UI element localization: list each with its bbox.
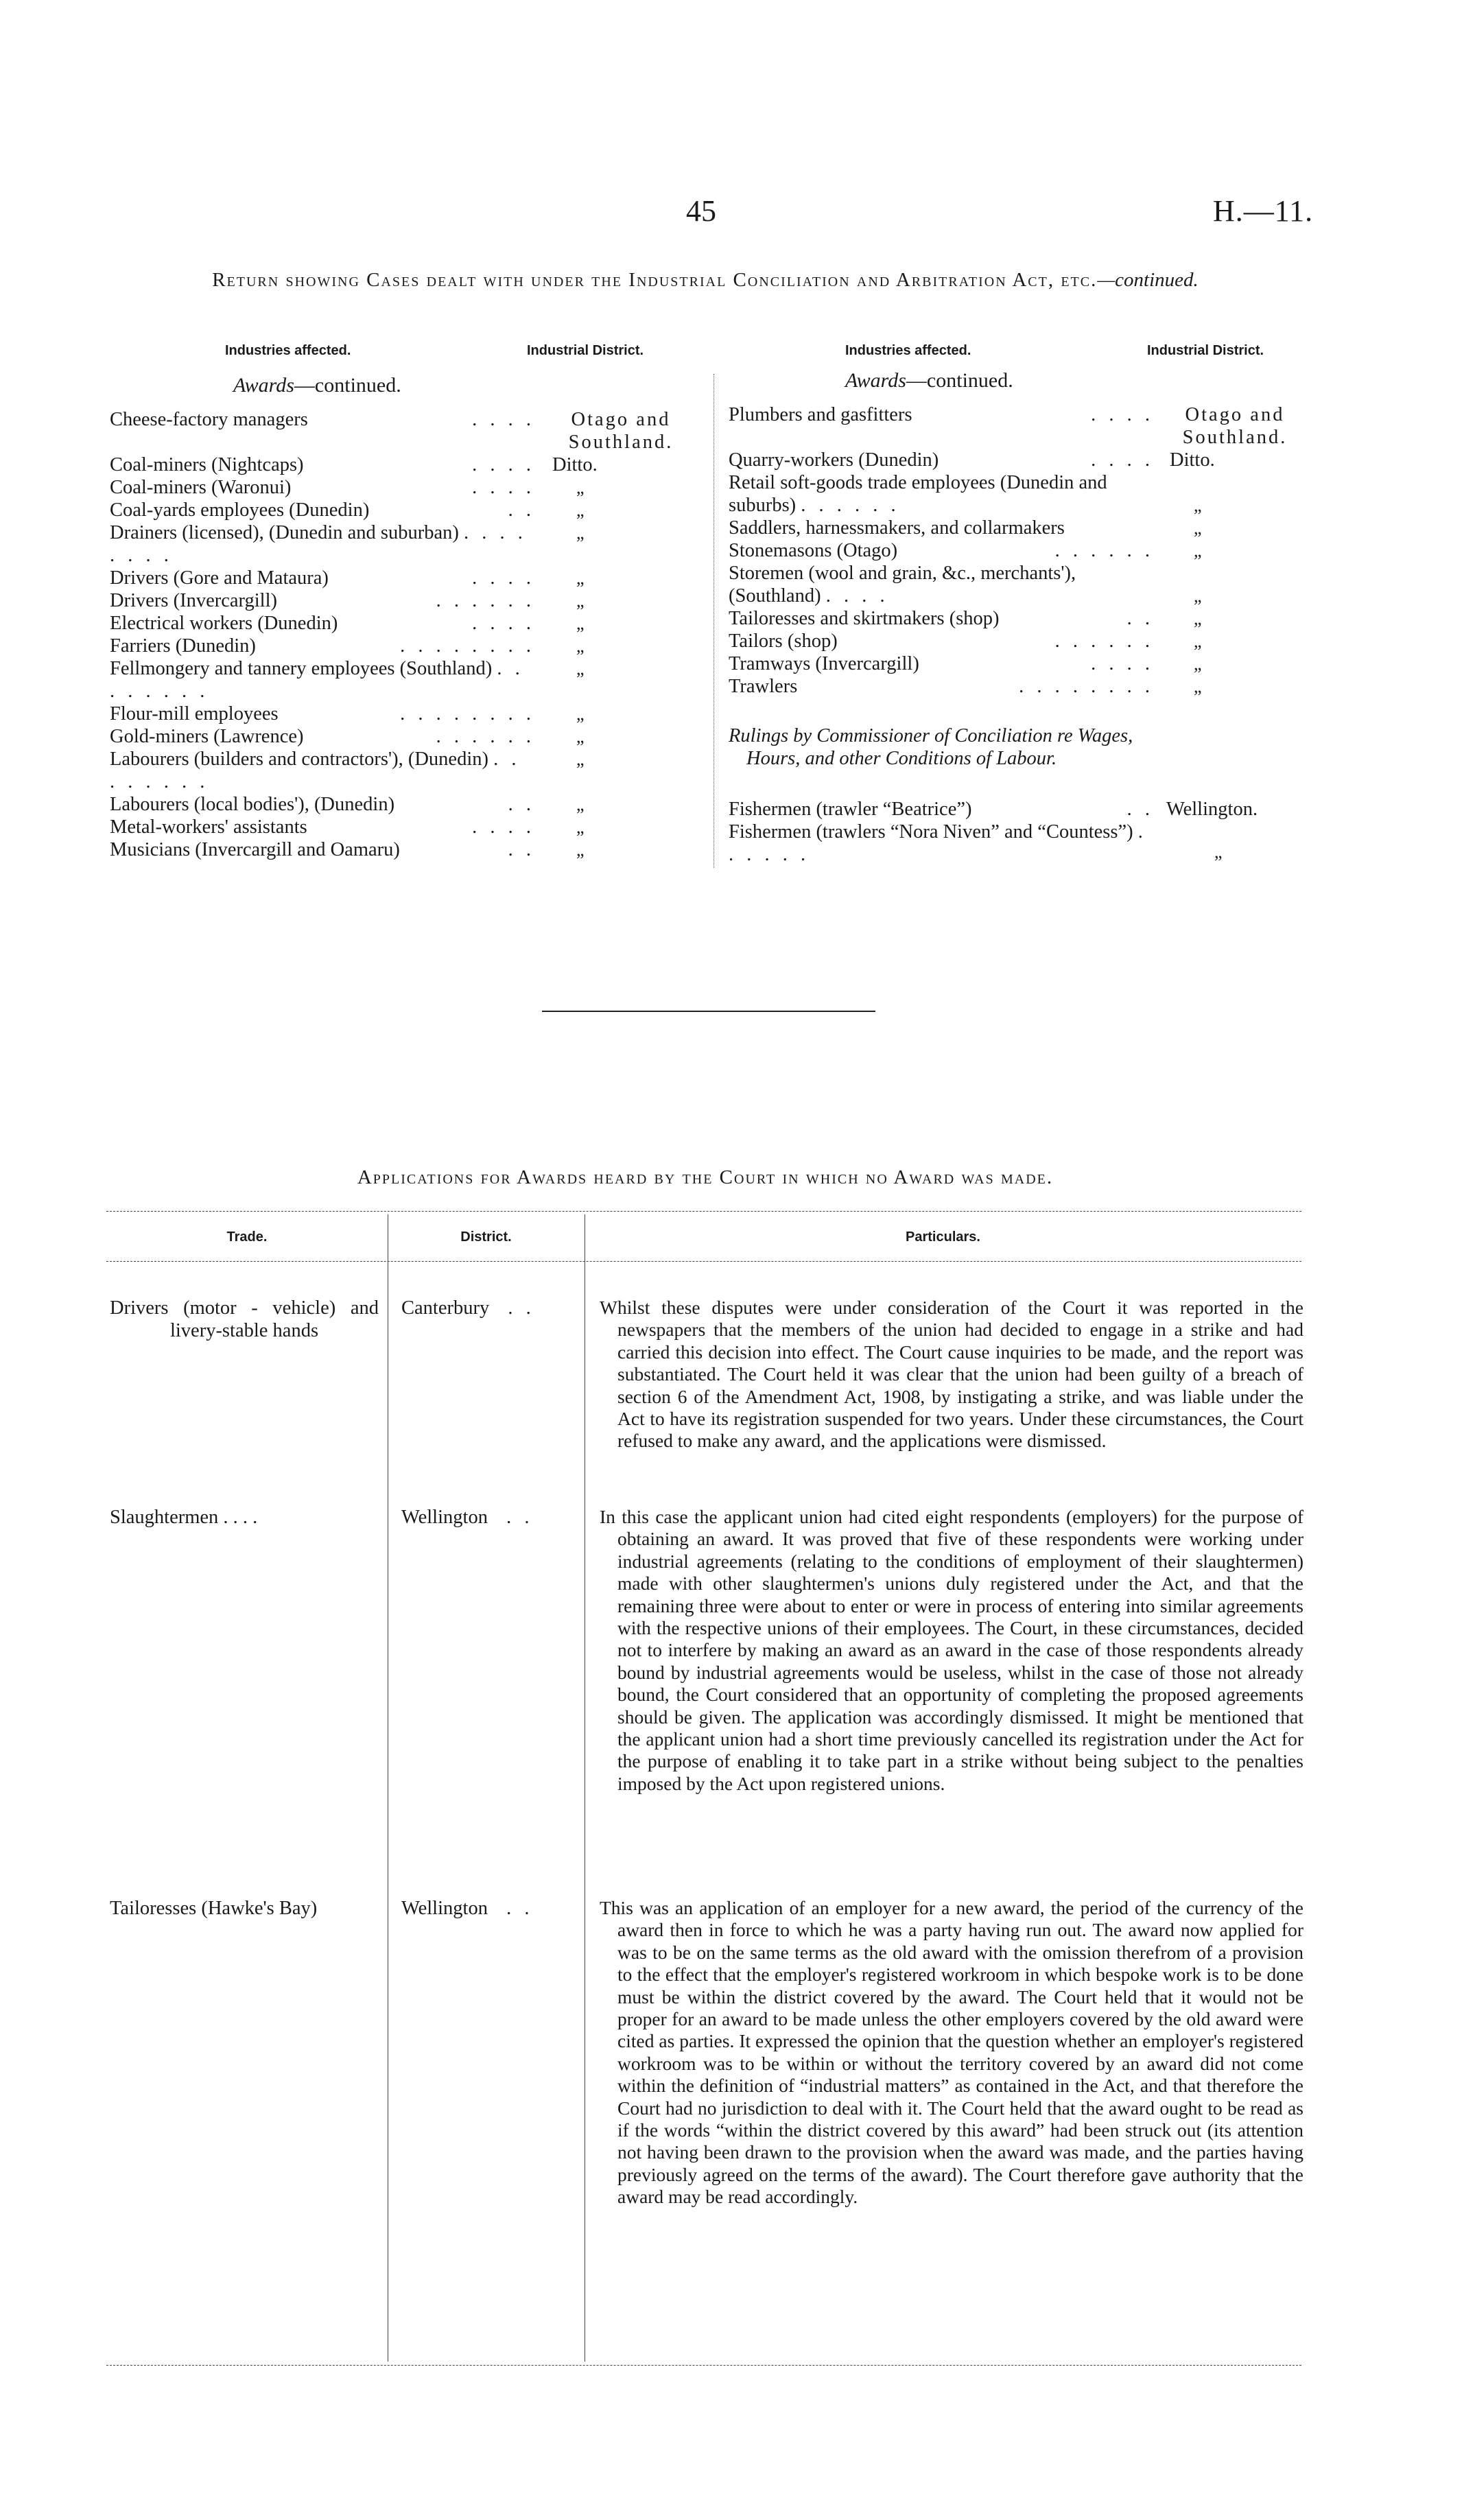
return-title-continued: —continued. (1097, 269, 1199, 291)
list-item: Storemen (wool and grain, &c., merchants'), (Southland) . . . . (729, 563, 1076, 607)
table-top-rule (106, 1211, 1301, 1212)
left-subheading-continued: —continued. (294, 374, 401, 397)
district-value: „ (576, 749, 585, 769)
col-header-district: District. (460, 1229, 512, 1245)
row-trade: Slaughtermen . . . . (110, 1507, 258, 1528)
left-district-list (549, 408, 693, 861)
list-item: Fellmongery and tannery employees (Southland) . . . . . . . . (110, 658, 524, 702)
right-industry-list (729, 403, 1154, 698)
page-number: 45 (686, 194, 716, 228)
list-item: Drivers (Gore and Mataura) . . . . (110, 567, 535, 589)
col-header-particulars: Particulars. (906, 1229, 980, 1245)
left-industry-list (110, 408, 535, 861)
col-header-trade: Trade. (226, 1229, 268, 1245)
list-item: Plumbers and gasfitters . . . . (729, 404, 1154, 425)
district-value: „ (1194, 609, 1202, 628)
document-reference: H.—11. (1213, 194, 1314, 228)
list-item: Tailoresses and skirtmakers (shop) . . (729, 608, 1154, 629)
list-item: Farriers (Dunedin) . . . . . . . . (110, 635, 535, 657)
ruling-district: Wellington. (1166, 799, 1258, 820)
district-value: „ (576, 478, 585, 497)
table-bottom-rule (106, 2365, 1301, 2366)
district-value: Ditto. (1170, 449, 1215, 471)
list-item: Coal-miners (Nightcaps) . . . . (110, 454, 535, 475)
district-value: „ (1194, 586, 1202, 606)
list-item: Musicians (Invercargill and Oamaru) . . (110, 839, 535, 860)
row-trade: Tailoresses (Hawke's Bay) (110, 1898, 318, 1919)
list-item: Trawlers . . . . . . . . (729, 676, 1154, 697)
list-item: Electrical workers (Dunedin) . . . . (110, 613, 535, 634)
district-value: „ (1194, 654, 1202, 674)
district-value: Otago and Southland. (1182, 404, 1288, 448)
left-col-header-industries: Industries affected. (225, 343, 351, 358)
left-subheading-word: Awards (233, 374, 294, 397)
return-title-main: Return showing Cases dealt with under the Industrial Conciliation and Arbitration Act, etc. (212, 269, 1098, 291)
section-divider (542, 1011, 875, 1012)
list-item: Fishermen (trawlers “Nora Niven” and “Countess”) . . . . . . (729, 821, 1147, 865)
row-district: Canterbury . . (401, 1297, 535, 1319)
list-item: Labourers (local bodies'), (Dunedin) . . (110, 794, 535, 815)
row-district: Wellington . . (401, 1507, 534, 1528)
list-item: Drainers (licensed), (Dunedin and suburban) . . . . . . . . (110, 522, 527, 566)
list-item: Saddlers, harnessmakers, and collarmakers (729, 517, 1065, 539)
list-item: Stonemasons (Otago) . . . . . . (729, 540, 1154, 561)
row-district: Wellington . . (401, 1898, 534, 1919)
row-particulars: In this case the applicant union had cited eight respondents (employers) for the purpose of obtaining an award. It was proved that five of these respondents were working under industrial agreements (relating to the conditions of employment of their slaughtermen) made with other slaughtermen's unions duly registered under the Act, and that the remaining three were about to enter or were in process of entering into similar agreements with the respective unions of their employees. The Court, in these circumstances, decided not to interfere by making an award as an award in the case of those respondents already bound by industrial agreements would be useless, whilst in the case of those not already bound, the Court considered that an opportunity of completing the proposed agreements should be given. The application was accordingly dismissed. It might be mentioned that the applicant union had a short time previously cancelled its registration under the Act for the purpose of enabling it to take part in a strike without being subject to the penalties imposed by the Act upon registered unions. (600, 1506, 1303, 1794)
district-value: „ (1194, 676, 1202, 696)
district-value: Ditto. (552, 454, 598, 475)
row-particulars: This was an application of an employer for a new award, the period of the currency of the award then in force to which he was a party having run out. The award now applied for was to be on the same terms as the old award with the omission therefrom of a provision to the effect that the employer's registered workroom in which bespoke work is to be done must be within the district covered by the award. The Court held that it would not be proper for an award to be made unless the other employers covered by the old award were cited as parties. It expressed the opinion that the question whether an employer's registered workroom was to be within or without the territory covered by an award did not come within the definition of “industrial matters” as contained in the Act, and that therefore the Court had no jurisdiction to deal with it. The Court held that the award ought to be read as if the words “within the district covered by this award” had been struck out (its attention not having been drawn to the provision when the award was made, and the parties having previously agreed on the terms of the award). The Court therefore gave authority that the award may be read accordingly. (600, 1897, 1303, 2208)
right-subheading-word: Awards (845, 369, 906, 392)
list-item: Labourers (builders and contractors'), (Dunedin) . . . . . . . . (110, 749, 521, 792)
rulings-heading: Rulings by Commissioner of Conciliation re Wages, Hours, and other Conditions of Labour. (729, 725, 1133, 769)
district-value: „ (576, 523, 585, 543)
right-col-header-district: Industrial District. (1147, 343, 1264, 358)
table-header-rule (106, 1261, 1301, 1262)
district-value: „ (576, 817, 585, 837)
district-value: „ (576, 659, 585, 679)
list-item: Tailors (shop) . . . . . . (729, 631, 1154, 652)
list-item: Drivers (Invercargill) . . . . . . (110, 590, 535, 611)
right-subheading (845, 369, 1013, 392)
district-value: „ (1194, 518, 1202, 538)
right-district-list (1166, 403, 1303, 698)
list-item: Coal-miners (Waronui) . . . . (110, 477, 535, 498)
left-subheading (233, 374, 401, 397)
district-value: „ (576, 500, 585, 520)
list-item: Flour-mill employees . . . . . . . . (110, 703, 535, 725)
district-value: „ (576, 794, 585, 814)
district-value: „ (1194, 631, 1202, 651)
return-title (108, 266, 1302, 294)
district-value: „ (576, 636, 585, 656)
district-value: Otago and Southland. (568, 409, 674, 453)
district-value: „ (576, 840, 585, 860)
list-item: Tramways (Invercargill) . . . . (729, 653, 1154, 674)
row-trade: Drivers (motor - vehicle) and livery-stable hands (110, 1297, 379, 1341)
list-item: Metal-workers' assistants . . . . (110, 816, 535, 838)
district-value: „ (1194, 541, 1202, 561)
district-value: „ (576, 613, 585, 633)
applications-title: Applications for Awards heard by the Court in which no Award was made. (357, 1166, 1054, 1188)
rulings-list (729, 798, 1154, 866)
district-value: „ (576, 591, 585, 611)
list-item: Gold-miners (Lawrence) . . . . . . (110, 726, 535, 747)
list-item: Cheese-factory managers . . . . (110, 409, 535, 430)
district-value: „ (576, 727, 585, 746)
ruling-district: „ (1214, 842, 1223, 862)
list-item: Coal-yards employees (Dunedin) . . (110, 499, 535, 521)
district-value: „ (576, 568, 585, 588)
right-col-header-industries: Industries affected. (845, 343, 971, 358)
list-item: Quarry-workers (Dunedin) . . . . (729, 449, 1154, 471)
right-subheading-continued: —continued. (906, 369, 1013, 392)
list-item: Fishermen (trawler “Beatrice”) . . (729, 799, 1154, 820)
list-item: Retail soft-goods trade employees (Dunedin and suburbs) . . . . . . (729, 472, 1107, 516)
left-col-header-district: Industrial District. (527, 343, 644, 358)
column-separator (713, 374, 714, 868)
district-value: „ (1194, 495, 1202, 515)
row-particulars: Whilst these disputes were under consideration of the Court it was reported in the newspapers that the members of the union had decided to engage in a strike and had carried this decision into effect. The Court cause inquiries to be made, and the report was substantiated. The Court held it was clear that the union had been guilty of a breach of section 6 of the Amendment Act, 1908, by instigating a strike, and was liable under the Act to have its registration suspended for two years. Under these circumstances, the Court refused to make any award, and the applications were dismissed. (600, 1297, 1303, 1452)
district-value: „ (576, 704, 585, 724)
